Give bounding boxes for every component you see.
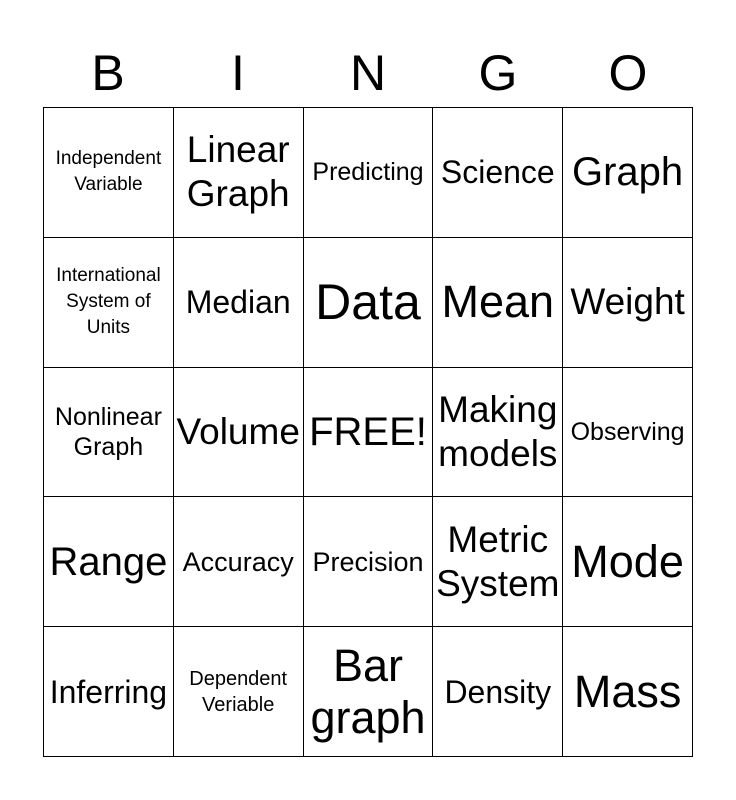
bingo-grid [43, 107, 693, 757]
bingo-cell: Accuracy [174, 497, 304, 627]
header-letter-i: I [231, 45, 245, 101]
bingo-cell: Density [433, 627, 563, 757]
bingo-cell: Data [304, 238, 434, 368]
bingo-cell: Mean [433, 238, 563, 368]
bingo-cell: Inferring [44, 627, 174, 757]
bingo-cell: Dependent Veriable [174, 627, 304, 757]
bingo-cell: Mode [563, 497, 693, 627]
bingo-cell: Nonlinear Graph [44, 368, 174, 498]
bingo-cell: Volume [174, 368, 304, 498]
bingo-cell: Bar graph [304, 627, 434, 757]
bingo-cell: Range [44, 497, 174, 627]
bingo-header [43, 40, 693, 106]
free-space-cell: FREE! [304, 368, 434, 498]
bingo-cell: Making models [433, 368, 563, 498]
bingo-cell: Precision [304, 497, 434, 627]
bingo-cell: International System of Units [44, 238, 174, 368]
bingo-cell: Independent Variable [44, 108, 174, 238]
header-letter-g: G [478, 45, 518, 101]
header-letter-b: B [91, 45, 125, 101]
bingo-cell: Observing [563, 368, 693, 498]
bingo-cell: Graph [563, 108, 693, 238]
bingo-cell: Predicting [304, 108, 434, 238]
bingo-cell: Science [433, 108, 563, 238]
bingo-cell: Linear Graph [174, 108, 304, 238]
bingo-cell: Mass [563, 627, 693, 757]
bingo-cell: Weight [563, 238, 693, 368]
bingo-cell: Median [174, 238, 304, 368]
header-letter-n: N [349, 45, 387, 101]
bingo-cell: Metric System [433, 497, 563, 627]
header-letter-o: O [608, 45, 648, 101]
